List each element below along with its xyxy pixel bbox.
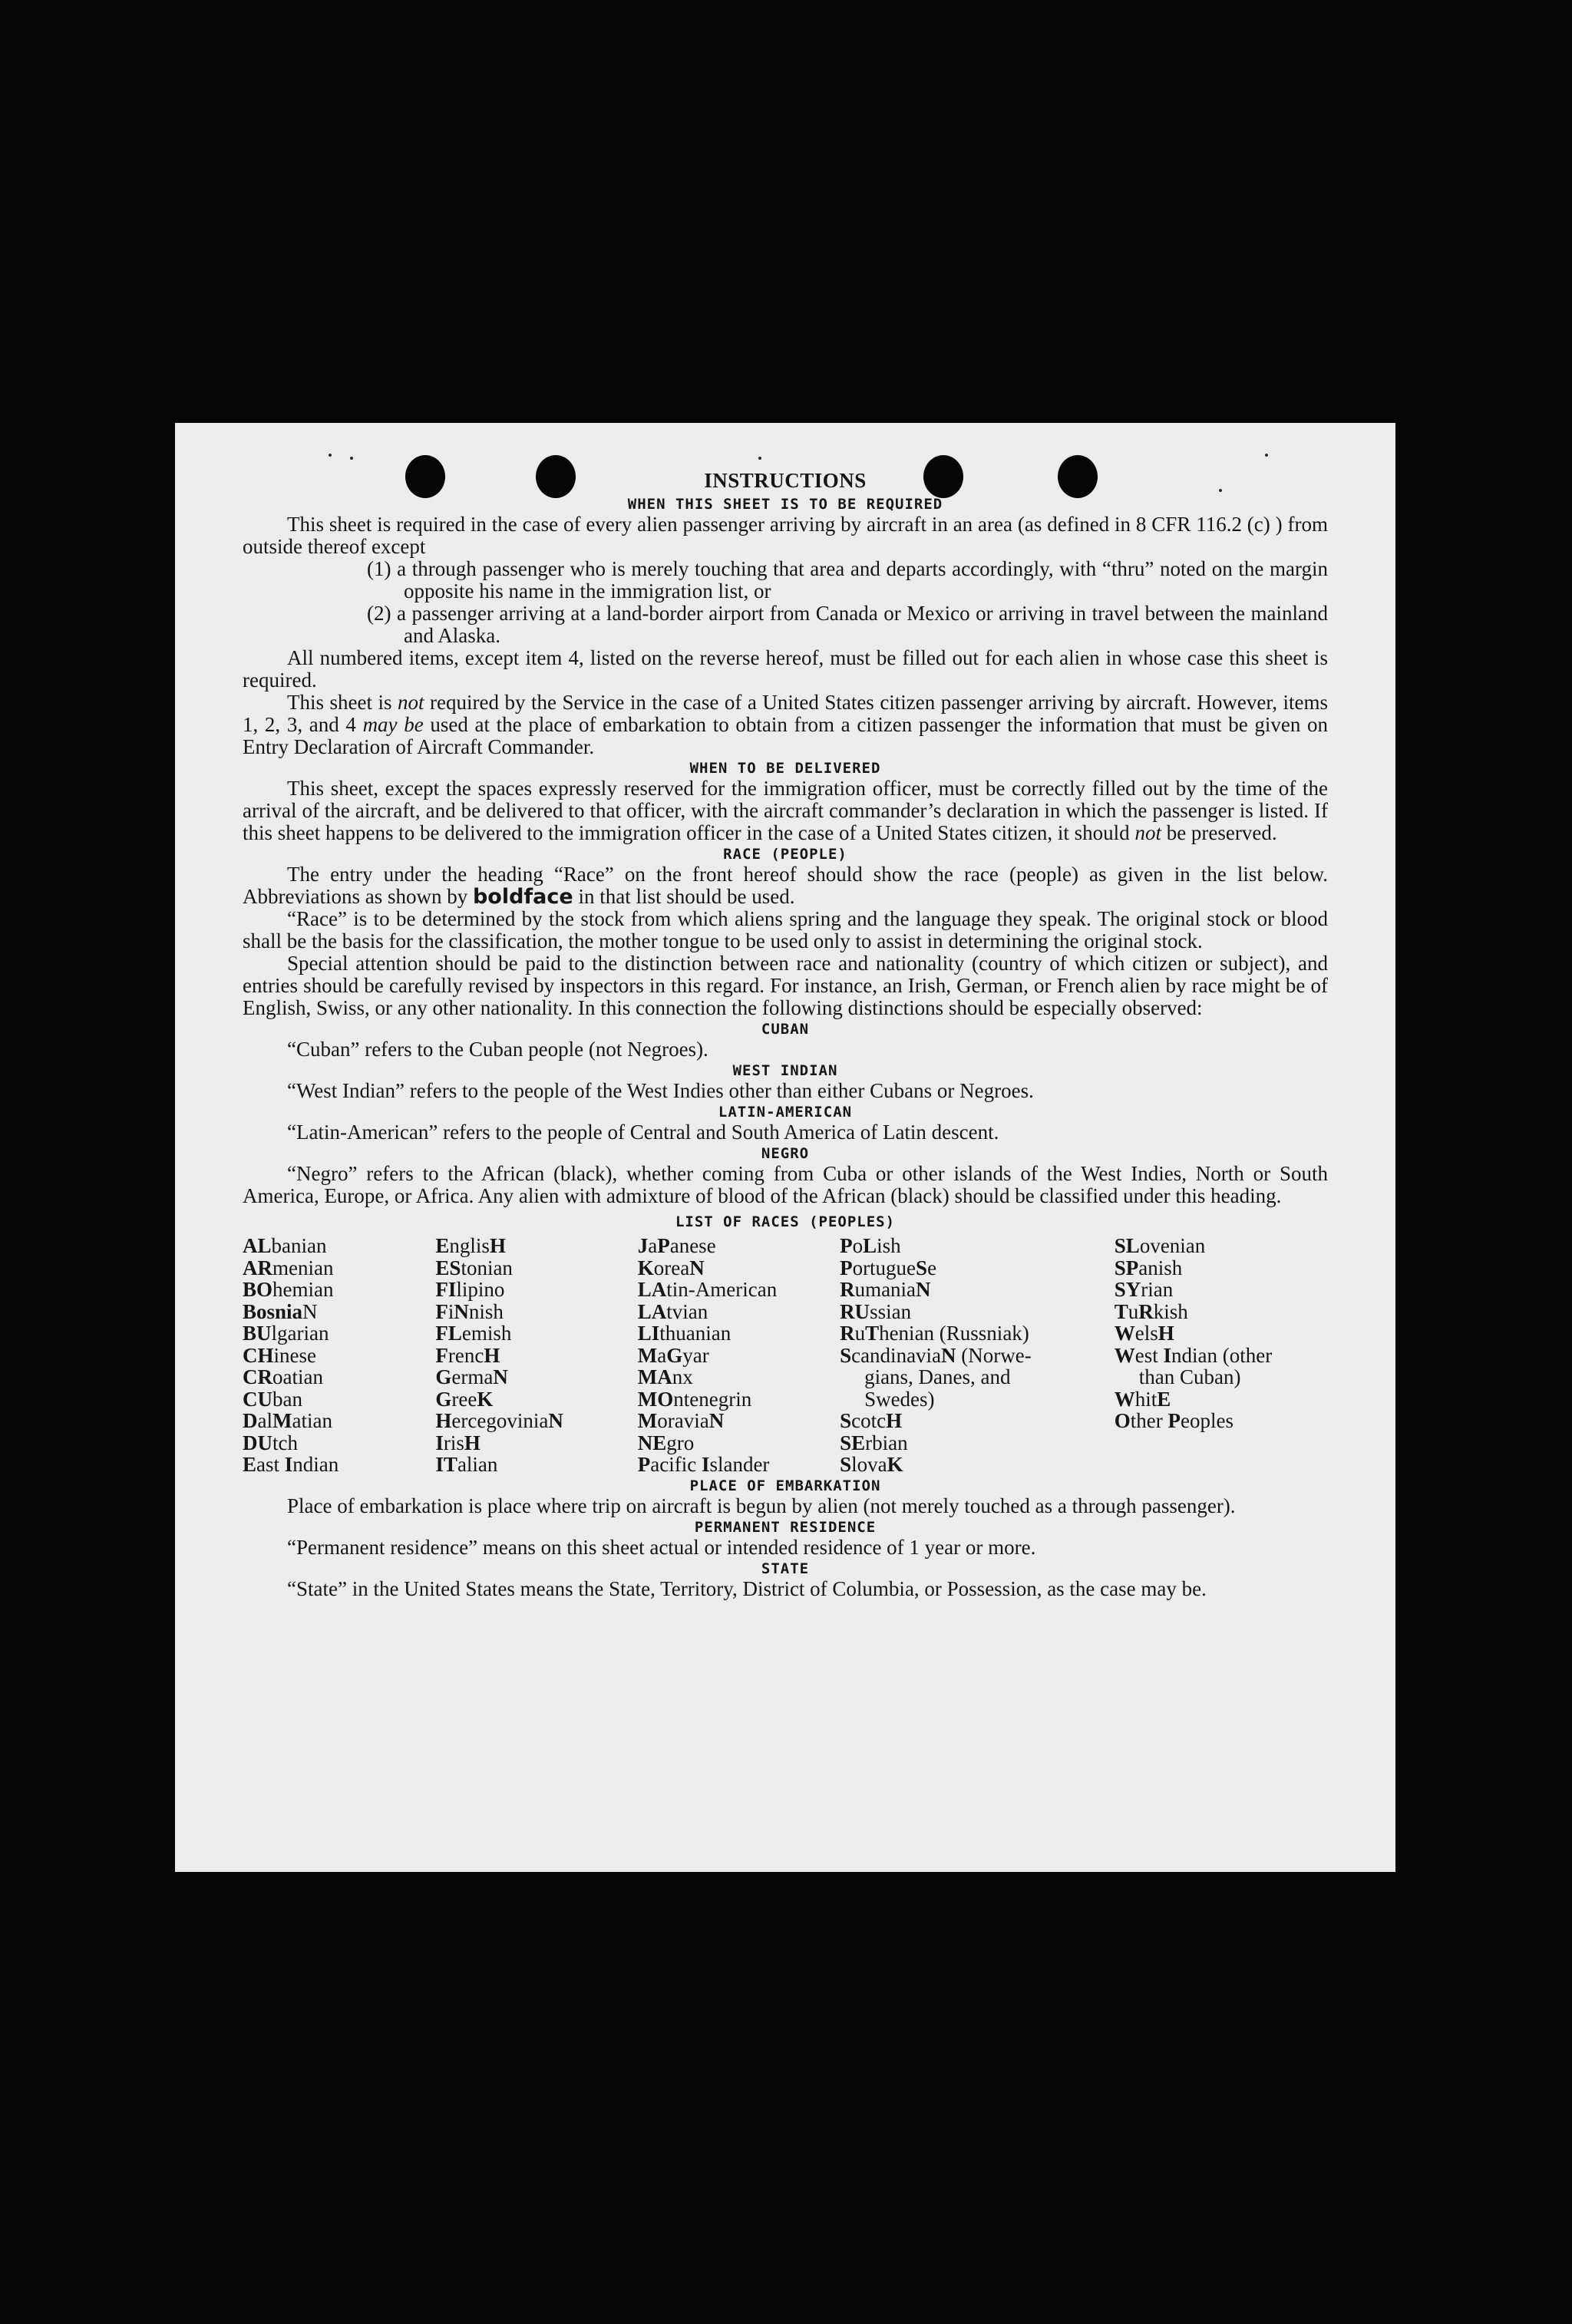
race-column (840, 1235, 1115, 1476)
emphasis: not (1134, 821, 1161, 844)
section-heading: PLACE OF EMBARKATION (689, 1477, 881, 1494)
race-entry: BosniaN (243, 1299, 318, 1323)
bold-text: boldface (472, 885, 573, 909)
text-run: The entry under the heading “Race” on the front hereof should show the race (people) as given in the list below. Abbreviations as shown by (243, 863, 1328, 908)
speck (329, 454, 332, 457)
paragraph: “Latin-American” refers to the people of Central and South America of Latin descent. (287, 1121, 999, 1144)
text-run: be preserved. (1161, 821, 1277, 844)
section-heading: LIST OF RACES (PEOPLES) (675, 1213, 896, 1230)
race-entry: SErbian (840, 1431, 908, 1454)
race-entry: TuRkish (1114, 1299, 1188, 1323)
punch-hole (1058, 455, 1098, 498)
list-item: (1) a through passenger who is merely touching that area and departs accordingly, with “thru” noted on the margin opposite his name in the immigration list, or (367, 557, 1328, 602)
paragraph: “State” in the United States means the State, Territory, District of Columbia, or Possession, as the case may be. (287, 1576, 1207, 1600)
race-entry: SYrian (1114, 1278, 1174, 1301)
race-entry: EnglisH (435, 1234, 506, 1257)
race-entry: FIlipino (435, 1278, 505, 1301)
speck (350, 457, 353, 460)
race-entry: West Indian (other (1114, 1343, 1273, 1367)
race-entry: DUtch (243, 1431, 298, 1454)
race-column (1115, 1235, 1328, 1476)
race-entry: LAtin-American (637, 1278, 778, 1301)
race-entry: RuThenian (Russniak) (840, 1322, 1029, 1345)
race-column (638, 1235, 840, 1476)
race-entry: East Indian (243, 1453, 339, 1476)
race-entry: PoLish (840, 1234, 901, 1257)
text-run: required by the Service in the case of a United States citizen passenger arriving by aircraft. However, items 1, 2, 3, and 4 (243, 691, 1328, 736)
section-heading: WHEN THIS SHEET IS TO BE REQUIRED (627, 496, 943, 513)
race-entry: KoreaN (637, 1256, 705, 1279)
race-entry: HercegoviniaN (435, 1409, 563, 1432)
section-heading: LATIN-AMERICAN (718, 1104, 853, 1121)
section-heading: RACE (PEOPLE) (723, 846, 847, 863)
section-heading: STATE (761, 1560, 810, 1577)
paragraph: “Permanent residence” means on this sheet actual or intended residence of 1 year or more. (287, 1535, 1036, 1559)
race-entry: WhitE (1114, 1387, 1171, 1411)
emphasis: may be (362, 713, 424, 736)
text-run: This sheet, except the spaces expressly reserved for the immigration officer, must be correctly filled out by the time of the arrival of the aircraft, and be delivered to that officer, with the aircraft commander’s declaration in which the passenger is listed. If this sheet happens to be delivered to the immigration officer in the case of a United States citizen, it should (243, 777, 1328, 844)
race-entry: ScotcH (840, 1409, 903, 1432)
section-heading: NEGRO (761, 1145, 810, 1162)
race-entry: JaPanese (637, 1234, 716, 1257)
race-entry: RumaniaN (840, 1278, 931, 1301)
race-entry: FiNnish (435, 1299, 504, 1323)
race-entry: LAtvian (637, 1299, 708, 1323)
race-entry: ALbanian (243, 1234, 327, 1257)
race-entry: FrencH (435, 1343, 500, 1367)
race-entry: than Cuban) (1138, 1365, 1241, 1388)
section-heading: WHEN TO BE DELIVERED (689, 760, 881, 777)
speck (1265, 454, 1268, 457)
race-entry: gians, Danes, and (864, 1365, 1011, 1388)
race-entry: NEgro (637, 1431, 695, 1454)
speck (1219, 489, 1222, 492)
race-entry: LIthuanian (637, 1322, 732, 1345)
race-entry: RUssian (840, 1299, 912, 1323)
race-entry: BUlgarian (243, 1322, 329, 1345)
instruction-sheet (175, 423, 1395, 1872)
race-entry: ScandinaviaN (Norwe- (840, 1343, 1032, 1367)
paragraph: All numbered items, except item 4, listed on the reverse hereof, must be filled out for each alien in whose case this sheet is required. (243, 646, 1328, 692)
emphasis: not (398, 691, 424, 714)
race-entry: GreeK (435, 1387, 494, 1411)
race-entry: PortugueSe (840, 1256, 937, 1279)
race-entry: Other Peoples (1114, 1409, 1234, 1432)
race-entry: MaGyar (637, 1343, 709, 1367)
paragraph: “Cuban” refers to the Cuban people (not Negroes). (287, 1038, 708, 1061)
race-entry: MOntenegrin (637, 1387, 752, 1411)
race-column (435, 1235, 637, 1476)
punch-hole (536, 455, 576, 498)
race-entry: ITalian (435, 1453, 498, 1476)
text-run: in that list should be used. (573, 885, 795, 908)
race-entry: GermaN (435, 1365, 508, 1388)
race-column (243, 1235, 435, 1476)
race-entry: CHinese (243, 1343, 316, 1367)
race-entry: CUban (243, 1387, 302, 1411)
punch-hole (923, 455, 963, 498)
paragraph: “Race” is to be determined by the stock from which aliens spring and the language they speak. The original stock or blood shall be the basis for the classification, the mother tongue to be used only to assist in determining the original stock. (243, 907, 1328, 952)
race-entry: Pacific Islander (637, 1453, 770, 1476)
race-entry: CRoatian (243, 1365, 323, 1388)
list-item: (2) a passenger arriving at a land-border airport from Canada or Mexico or arriving in travel between the mainland and Alaska. (367, 602, 1328, 647)
paragraph: Place of embarkation is place where trip on aircraft is begun by alien (not merely touched as a through passenger). (287, 1494, 1236, 1517)
race-entry: ARmenian (243, 1256, 334, 1279)
text-run: This sheet is (287, 691, 398, 714)
race-entry: IrisH (435, 1431, 481, 1454)
page-title: INSTRUCTIONS (704, 469, 867, 492)
race-entry: WelsH (1114, 1322, 1174, 1345)
race-entry: SlovaK (840, 1453, 903, 1476)
race-entry: MAnx (637, 1365, 693, 1388)
section-heading: WEST INDIAN (732, 1062, 838, 1079)
paragraph (243, 863, 1328, 908)
race-entry: DalMatian (243, 1409, 332, 1432)
section-heading: CUBAN (761, 1021, 810, 1038)
speck (758, 457, 761, 460)
race-entry: SPanish (1114, 1256, 1183, 1279)
race-entry: BOhemian (243, 1278, 334, 1301)
paragraph (243, 777, 1328, 844)
race-list (243, 1235, 1328, 1476)
paragraph: This sheet is required in the case of every alien passenger arriving by aircraft in an area (as defined in 8 CFR 116.2 (c) ) from outside thereof except (243, 513, 1328, 558)
race-entry: Swedes) (864, 1387, 935, 1411)
paragraph (243, 692, 1328, 758)
punch-hole (405, 455, 445, 498)
section-heading: PERMANENT RESIDENCE (694, 1518, 877, 1536)
race-entry: SLovenian (1114, 1234, 1206, 1257)
race-entry: MoraviaN (637, 1409, 725, 1432)
race-entry: EStonian (435, 1256, 513, 1279)
race-entry: FLemish (435, 1322, 512, 1345)
paragraph: “Negro” refers to the African (black), whether coming from Cuba or other islands of the West Indies, North or South America, Europe, or Africa. Any alien with admixture of blood of the African (black) should be classified under this heading. (243, 1162, 1328, 1207)
paragraph: Special attention should be paid to the distinction between race and nationality (country of which citizen or subject), and entries should be carefully revised by inspectors in this regard. For instance, an Irish, German, or French alien by race might be of English, Swiss, or any other nationality. In this connection the following distinctions should be especially observed: (243, 952, 1328, 1019)
paragraph: “West Indian” refers to the people of the West Indies other than either Cubans or Negroes. (287, 1079, 1034, 1102)
text-run: used at the place of embarkation to obtain from a citizen passenger the information that must be given on Entry Declaration of Aircraft Commander. (243, 713, 1328, 758)
